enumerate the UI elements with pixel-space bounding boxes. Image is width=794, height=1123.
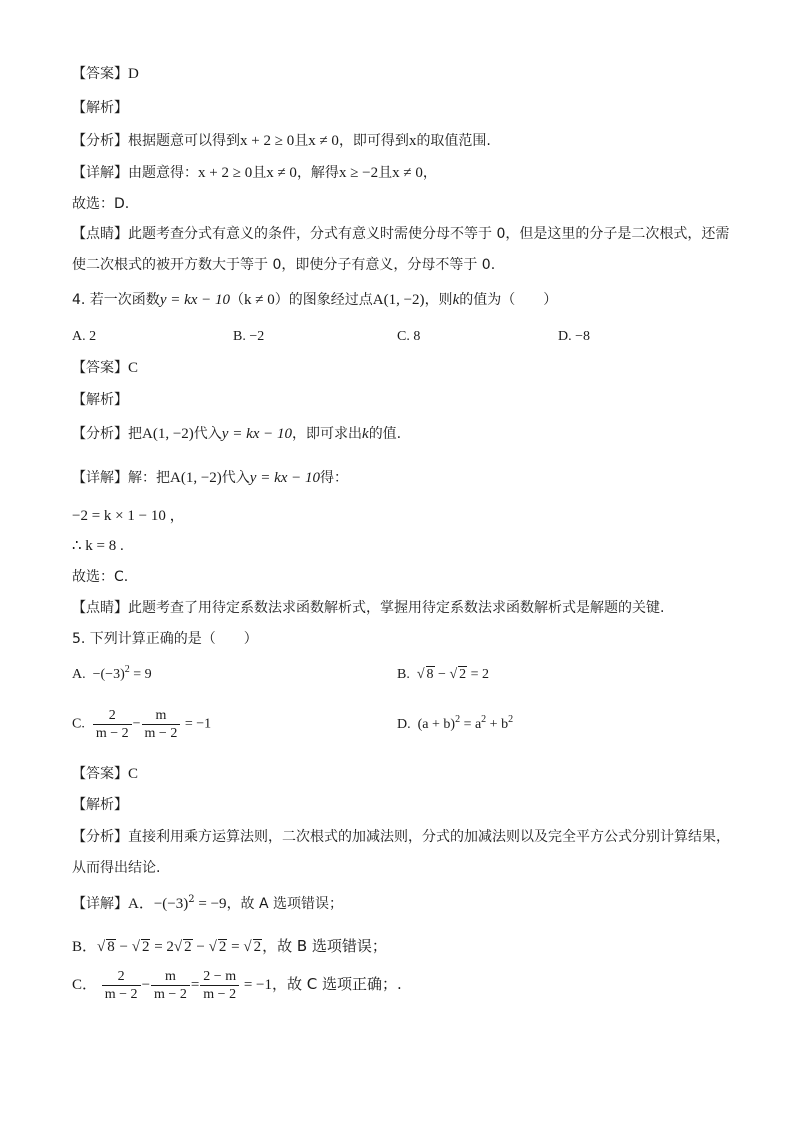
math-expr: A(1, −2) <box>372 292 425 308</box>
radicand: 2 <box>141 939 150 955</box>
q4-stem <box>72 291 557 309</box>
option-label: B． <box>72 939 98 955</box>
option-label: A. <box>72 667 86 682</box>
q3-dianjing-line2: 使二次根式的被开方数大于等于 0，即使分子有意义，分母不等于 0. <box>72 257 496 273</box>
numerator: 2 <box>93 707 132 725</box>
radicand: 2 <box>253 939 262 955</box>
math-expr: −(−3) <box>153 896 189 912</box>
math-expr: y = kx − 10 <box>221 426 293 442</box>
text: ，即可得到 <box>338 133 409 149</box>
text: 由题意得： <box>128 165 198 181</box>
math-expr: x + 2 ≥ 0 <box>240 133 295 149</box>
fraction <box>93 707 132 742</box>
text: ，故 C 选项正确；. <box>272 974 402 993</box>
exponent: 2 <box>508 714 514 725</box>
q4-option-d: D. −8 <box>558 329 591 344</box>
exponent: 2 <box>188 894 195 905</box>
text: 得： <box>320 470 349 486</box>
math-expr: + b <box>486 717 509 732</box>
dianjing-tag: 【点睛】 <box>72 600 128 616</box>
math-op: − <box>132 716 141 732</box>
radicand: 2 <box>218 939 227 955</box>
fenxi-tag: 【分析】 <box>72 426 128 442</box>
answer-tag: 【答案】 <box>72 766 128 782</box>
option-label: B. <box>397 667 410 682</box>
jiexi-heading: 【解析】 <box>72 797 128 813</box>
math-expr: x ≠ 0 <box>308 133 339 149</box>
text: 代入 <box>221 470 250 486</box>
fraction <box>142 707 181 742</box>
jiexi-heading: 【解析】 <box>72 100 128 116</box>
text: 且 <box>294 133 309 149</box>
q5-fenxi-line2: 从而得出结论. <box>72 860 161 876</box>
dianjing-tag: 【点睛】 <box>72 226 128 242</box>
text: ，解得 <box>296 165 339 181</box>
text: 此题考查分式有意义的条件，分式有意义时需使分母不等于 0，但是这里的分子是二次根式，还需 <box>128 226 730 242</box>
math-expr: = 9 <box>129 667 152 682</box>
exponent: 2 <box>124 664 130 675</box>
q5-option-b: B. √ 8 − √ 2 = 2 <box>397 667 490 682</box>
math-expr: = −1 <box>181 716 212 732</box>
answer-tag: 【答案】 <box>72 360 128 376</box>
xiangjie-tag: 【详解】 <box>72 165 128 181</box>
option-label: C． <box>72 976 98 993</box>
answer-value: D <box>128 66 139 82</box>
exponent: 2 <box>481 714 487 725</box>
q4-step1: −2 = k × 1 − 10 ， <box>72 508 185 524</box>
xiangjie-tag: 【详解】 <box>72 896 128 912</box>
xiangjie-tag: 【详解】 <box>72 470 128 486</box>
numerator: m <box>151 968 190 986</box>
denominator: m − 2 <box>95 726 129 741</box>
text: ，故 A 选项错误； <box>226 896 344 912</box>
q3-fenxi-line <box>72 132 491 150</box>
q4-guxuan: 故选：C. <box>72 569 129 585</box>
text: 且 <box>378 165 393 181</box>
q3-xiangjie-line <box>72 164 437 182</box>
math-op: = 2 <box>150 939 174 955</box>
q4-fenxi-line <box>72 425 401 443</box>
q4-option-c: C. 8 <box>397 329 421 344</box>
math-expr: (a + b) <box>417 717 456 732</box>
denominator: m − 2 <box>203 987 237 1002</box>
math-expr: = −9 <box>194 896 227 912</box>
text: 根据题意可以得到 <box>128 133 240 149</box>
fraction <box>151 968 190 1003</box>
math-expr: x ≥ −2 <box>338 165 379 181</box>
answer-tag: 【答案】 <box>72 66 128 82</box>
math-op: − <box>115 939 132 955</box>
fraction <box>200 968 239 1003</box>
q5-answer-line <box>72 765 138 783</box>
q5-line-c <box>72 968 402 1003</box>
math-expr: = −1 <box>240 976 273 993</box>
q3-guxuan: 故选：D. <box>72 196 130 212</box>
q4-answer-line <box>72 359 138 377</box>
q4-option-a: A. 2 <box>72 329 97 344</box>
math-expr: k <box>362 426 369 442</box>
math-expr: x + 2 ≥ 0 <box>198 165 253 181</box>
q3-dianjing-line1 <box>72 225 729 243</box>
q5-line-b: B．√ 8 − √ 2 = 2√ 2 − √ 2 = √ 2，故 B 选项错误； <box>72 937 387 955</box>
fraction <box>102 968 141 1003</box>
q3-answer-line <box>72 65 139 83</box>
text: ）的图象经过点 <box>274 292 373 308</box>
fenxi-tag: 【分析】 <box>72 133 128 149</box>
answer-value: C <box>128 766 139 782</box>
math-expr: y = kx − 10 <box>159 292 231 308</box>
answer-value: C <box>128 360 139 376</box>
exponent: 2 <box>455 714 461 725</box>
q5-option-d <box>397 716 513 734</box>
text: 且 <box>252 165 267 181</box>
text: 的值为（ ） <box>459 292 558 308</box>
text: 的值. <box>368 426 402 442</box>
option-label: C. <box>72 716 85 732</box>
radicand: 8 <box>426 667 434 682</box>
q4-dianjing-line <box>72 599 664 617</box>
q5-stem: 5. 下列计算正确的是（ ） <box>72 631 258 647</box>
q5-xiangjie-line <box>72 895 343 913</box>
text: 代入 <box>193 426 222 442</box>
numerator: 2 <box>102 968 141 986</box>
math-expr: = 2 <box>467 667 490 682</box>
math-op: = <box>190 976 200 993</box>
text: A． <box>128 896 154 912</box>
math-expr: A(1, −2) <box>170 470 222 486</box>
radicand: 2 <box>184 939 192 955</box>
text: 把 <box>128 426 142 442</box>
text: ， <box>422 165 437 181</box>
option-label: D. <box>397 717 411 732</box>
denominator: m − 2 <box>104 987 138 1002</box>
math-op: − <box>192 939 209 955</box>
radicand: 2 <box>459 667 467 682</box>
text: 此题考查了用待定系数法求函数解析式，掌握用待定系数法求函数解析式是解题的关键. <box>128 600 665 616</box>
q4-step2: ∴ k = 8 . <box>72 538 124 554</box>
q5-option-c <box>72 707 211 742</box>
fenxi-tag: 【分析】 <box>72 829 128 845</box>
text: 4. 若一次函数 <box>72 292 160 308</box>
text: ，即可求出 <box>292 426 363 442</box>
text: 直接利用乘方运算法则，二次根式的加减法则，分式的加减法则以及完全平方公式分别计算结果， <box>128 829 730 845</box>
denominator: m − 2 <box>154 987 187 1002</box>
math-op: − <box>141 976 151 993</box>
math-op: − <box>434 667 450 682</box>
math-expr: y = kx − 10 <box>249 470 321 486</box>
math-expr: x ≠ 0 <box>266 165 297 181</box>
math-expr: = a <box>460 717 482 732</box>
math-op: = <box>227 939 244 955</box>
math-expr: k <box>452 292 460 308</box>
math-expr: x <box>408 133 417 149</box>
math-expr: −(−3) <box>92 667 125 682</box>
text: 解：把 <box>128 470 170 486</box>
radicand: 8 <box>107 939 115 955</box>
text: 的取值范围. <box>416 133 491 149</box>
math-expr: A(1, −2) <box>142 426 194 442</box>
q4-xiangjie-line <box>72 469 348 487</box>
text: ，则 <box>424 292 453 308</box>
text: （ <box>230 292 245 308</box>
q5-option-a <box>72 666 152 684</box>
text: ，故 B 选项错误； <box>262 937 387 955</box>
math-expr: x ≠ 0 <box>392 165 423 181</box>
jiexi-heading: 【解析】 <box>72 392 128 408</box>
numerator: 2 − m <box>200 968 239 986</box>
q4-option-b: B. −2 <box>233 329 265 344</box>
denominator: m − 2 <box>144 726 178 741</box>
math-expr: k ≠ 0 <box>244 292 275 308</box>
q5-fenxi-line1 <box>72 828 730 846</box>
numerator: m <box>142 707 181 725</box>
